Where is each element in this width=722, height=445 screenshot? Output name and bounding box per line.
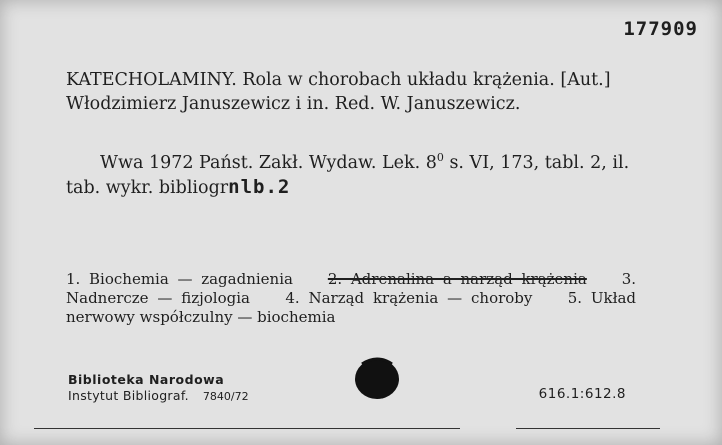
format-sup: 0 xyxy=(436,151,444,164)
imprint xyxy=(66,146,656,200)
subject-headings xyxy=(66,270,636,327)
library-imprint xyxy=(68,372,249,405)
bottom-rule-right xyxy=(516,428,660,429)
subject-2-struck: 2. Adrenalina a narząd krążenia xyxy=(327,270,587,288)
subject-4: 4. Narząd krążenia — choroby xyxy=(285,289,533,307)
typed-suffix: nlb.2 xyxy=(228,175,291,198)
accession-number: 177909 xyxy=(623,18,698,40)
subject-5: 5. Układ nerwowy współczulny — biochemia xyxy=(66,289,636,326)
subject-3: 3. Nadnercze — fizjologia xyxy=(66,270,637,307)
library-institute: Instytut Bibliograf. xyxy=(68,388,189,403)
bottom-rule-left xyxy=(34,428,460,429)
library-name: Biblioteka Narodowa xyxy=(68,372,225,387)
udc-classification: 616.1:612.8 xyxy=(538,386,626,402)
library-reference: 7840/72 xyxy=(202,390,249,403)
main-entry: KATECHOLAMINY. Rola w chorobach układu krążenia. [Aut.] Włodzimierz Januszewicz i in. Red. W. Januszewicz. xyxy=(66,70,611,114)
imprint-text-after: s. VI, 173, tabl. 2, il. tab. wykr. bibliogr xyxy=(66,152,630,198)
subject-1: 1. Biochemia — zagadnienia xyxy=(66,270,293,288)
imprint-text: Wwa 1972 Państ. Zakł. Wydaw. Lek. 8 xyxy=(100,152,437,173)
ink-stamp-icon xyxy=(352,352,402,402)
